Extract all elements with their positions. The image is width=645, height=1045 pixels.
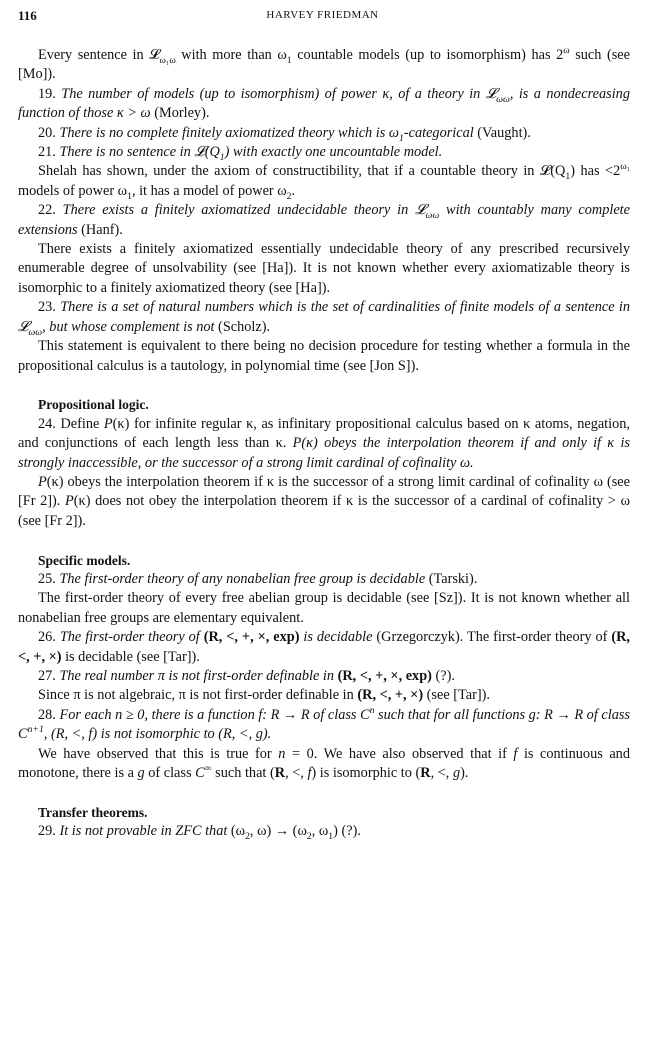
text-run: 27. — [38, 667, 60, 684]
text-run: The first-order theory of any nonabelian free group is decidable — [59, 570, 426, 587]
section-gap — [18, 783, 630, 802]
paragraph — [18, 415, 630, 473]
text-run: Propositional logic. — [38, 397, 149, 413]
text-run: There exists a finitely axiomatized undecidable theory in 𝓛 — [62, 202, 426, 219]
text-run: ω₁ω — [159, 54, 176, 66]
text-run: P — [103, 415, 113, 432]
text-run: (Grzegorczyk). The first-order theory of — [372, 629, 612, 646]
text-run: with more than ω — [175, 47, 287, 63]
text-run: n — [278, 745, 286, 762]
section-gap — [18, 376, 630, 395]
text-run: 2 — [306, 831, 312, 843]
body-text — [18, 46, 630, 842]
paragraph — [18, 162, 630, 201]
text-run: Since π is not algebraic, π is not first-order definable in — [38, 687, 358, 704]
text-run: For each n ≥ 0, there is a function f: R → R of class C — [59, 706, 370, 723]
text-run: (κ) obeys the interpolation theorem if κ is the successor of a strong limit cardinal of cofinality ω (see [Fr 2]). — [18, 473, 630, 510]
text-run: 24. Define — [38, 415, 104, 432]
text-run: is decidable — [299, 629, 373, 646]
text-run: (?). — [431, 667, 455, 684]
paragraph — [18, 143, 630, 162]
paragraph — [18, 473, 630, 531]
page-number: 116 — [18, 8, 37, 23]
text-run: , (R, <, f) is not isomorphic to (R, <, g). — [43, 726, 272, 743]
text-run: countable models (up to isomorphism) has 2 — [291, 47, 564, 63]
text-run: of class — [144, 765, 196, 781]
text-run: There is a set of natural numbers which is the set of cardinalities of finite models of a sentence in 𝓛 — [18, 299, 630, 335]
text-run: models of power ω — [18, 182, 128, 199]
paragraph — [18, 686, 630, 705]
text-run: with countably many complete extensions — [18, 202, 631, 238]
text-run: 1 — [127, 190, 132, 202]
text-run: 22. — [38, 202, 63, 219]
text-run: P — [38, 473, 47, 490]
text-run: (Vaught). — [473, 124, 531, 141]
text-run: (Tarski). — [425, 570, 478, 587]
paragraph — [18, 706, 630, 745]
text-run: . — [291, 182, 296, 199]
text-run: 23. — [38, 299, 61, 316]
text-run: 1 — [219, 151, 225, 163]
text-run: 2 — [245, 831, 250, 843]
text-run: (see [Tar]). — [423, 687, 490, 704]
text-run: R — [274, 765, 286, 781]
paragraph — [18, 201, 630, 240]
text-run: P — [65, 493, 74, 510]
text-run: ) is isomorphic to ( — [311, 765, 421, 781]
text-run: (Morley). — [150, 105, 210, 122]
running-head: HARVEY FRIEDMAN — [266, 9, 379, 21]
text-run: 29. — [38, 823, 60, 840]
text-run: This statement is equivalent to there being no decision procedure for testing whether a formula in the propositional calculus is a tautology, in polynomial time (see [Jon S]). — [18, 338, 630, 374]
text-run: 26. — [38, 629, 60, 646]
text-run: , is a nondecreasing function of those κ > ω — [18, 85, 630, 122]
text-run: such (see [Mo]). — [18, 47, 630, 83]
text-run: ωω — [425, 210, 440, 222]
text-run: The real number π is not first-order definable in — [59, 667, 338, 684]
text-run: ) has <2 — [570, 163, 621, 180]
text-run: (R, <, +, ×) — [18, 629, 630, 665]
text-run: P(κ) obeys the interpolation theorem if and only if κ is strongly inaccessible, or the successor of a strong limit cardinal of cofinality ω. — [18, 435, 630, 471]
text-run: 25. — [38, 570, 60, 587]
text-run: There is no complete finitely axiomatized theory which is ω — [59, 124, 399, 141]
section-gap — [18, 531, 630, 550]
text-run: (ω — [227, 823, 246, 840]
text-run: R — [420, 765, 431, 781]
text-run: The first-order theory of — [59, 629, 204, 646]
text-run: g — [137, 765, 145, 781]
paragraph — [18, 46, 630, 85]
text-run: , it has a model of power ω — [131, 182, 287, 199]
text-run: ωω — [28, 326, 43, 338]
text-run: 1 — [565, 171, 571, 183]
paragraph — [18, 240, 630, 298]
text-run: It is not provable in ZFC that — [59, 823, 228, 840]
text-run: is continuous and monotone, there is a — [18, 745, 630, 781]
text-run: ∞ — [204, 763, 212, 775]
paragraph — [18, 745, 630, 784]
text-run: , <, — [430, 765, 453, 781]
text-run: ). — [460, 765, 469, 781]
text-run: Shelah has shown, under the axiom of constructibility, that if a countable theory in 𝓛(Q — [38, 163, 566, 180]
text-run: , <, — [285, 765, 308, 781]
paragraph — [18, 570, 630, 589]
paragraph — [18, 628, 630, 667]
text-run: ) (?). — [333, 823, 361, 840]
text-run: (R, <, +, ×) — [357, 687, 424, 704]
paragraph — [18, 298, 630, 337]
text-run: 20. — [38, 124, 60, 141]
text-run: , but whose complement is not — [42, 318, 215, 335]
text-run: n+1 — [27, 724, 44, 736]
page-header — [18, 8, 627, 28]
text-run: (κ) for infinite regular κ, as infinitary propositional calculus based on κ atoms, negation, and conjunctions of each length less than κ. — [18, 415, 630, 452]
text-run: , ω — [311, 823, 329, 840]
text-run: 21. — [38, 144, 60, 161]
text-run: There is no sentence in 𝓛(Q — [59, 144, 220, 161]
text-run: ω — [563, 45, 570, 57]
text-run: Every sentence in 𝓛 — [38, 47, 160, 63]
text-run: -categorical — [403, 124, 474, 141]
paragraph — [18, 124, 630, 143]
paragraph — [18, 667, 630, 686]
text-run: n — [369, 705, 375, 717]
text-run: = 0. We have also observed that if — [285, 745, 514, 762]
text-run: 1 — [286, 54, 292, 66]
text-run: ω₁ — [620, 161, 630, 173]
text-run: (Scholz). — [214, 318, 271, 335]
text-run: , ω) → (ω — [249, 823, 307, 840]
text-run: 28. — [38, 706, 60, 723]
text-run: 2 — [286, 190, 292, 202]
section-heading — [18, 395, 630, 414]
text-run: (κ) does not obey the interpolation theorem if κ is the successor of a cardinal of cofinality > ω (see [Fr 2]). — [18, 493, 630, 529]
text-run: Specific models. — [38, 552, 131, 568]
paragraph — [18, 822, 630, 841]
text-run: Transfer theorems. — [38, 804, 148, 820]
paragraph — [18, 589, 630, 628]
section-heading — [18, 803, 630, 822]
text-run: 1 — [328, 831, 334, 843]
text-run: (Hanf). — [77, 221, 123, 238]
section-heading — [18, 551, 630, 570]
text-run: The number of models (up to isomorphism) of power κ, of a theory in 𝓛 — [61, 85, 497, 102]
text-run: f — [513, 745, 518, 762]
text-run: C — [195, 765, 205, 781]
text-run: such that for all functions g: R → R of class C — [18, 706, 630, 743]
text-run: ωω — [496, 93, 510, 105]
text-run: ) with exactly one uncountable model. — [224, 144, 443, 161]
paragraph — [18, 85, 630, 124]
text-run: g — [452, 765, 461, 781]
text-run: f — [307, 765, 312, 781]
text-run: 1 — [398, 132, 404, 144]
text-run: 19. — [38, 85, 62, 102]
text-run: is decidable (see [Tar]). — [61, 648, 200, 665]
text-run: The first-order theory of every free abelian group is decidable (see [Sz]). It is not known whether all nonabelian free groups are elementary equivalent. — [18, 590, 630, 626]
text-run: (R, <, +, ×, exp) — [337, 667, 432, 684]
text-run: (R, <, +, ×, exp) — [203, 629, 300, 646]
text-run: such that ( — [211, 765, 275, 781]
paragraph — [18, 337, 630, 376]
text-run: There exists a finitely axiomatized essentially undecidable theory of any prescribed recursively enumerable degree of unsolvability (see [Ha]). It is not known whether every axiomatizable theory is isomorphic to a finitely axiomatized theory (see [Ha]). — [18, 241, 630, 296]
text-run: We have observed that this is true for — [38, 745, 279, 762]
